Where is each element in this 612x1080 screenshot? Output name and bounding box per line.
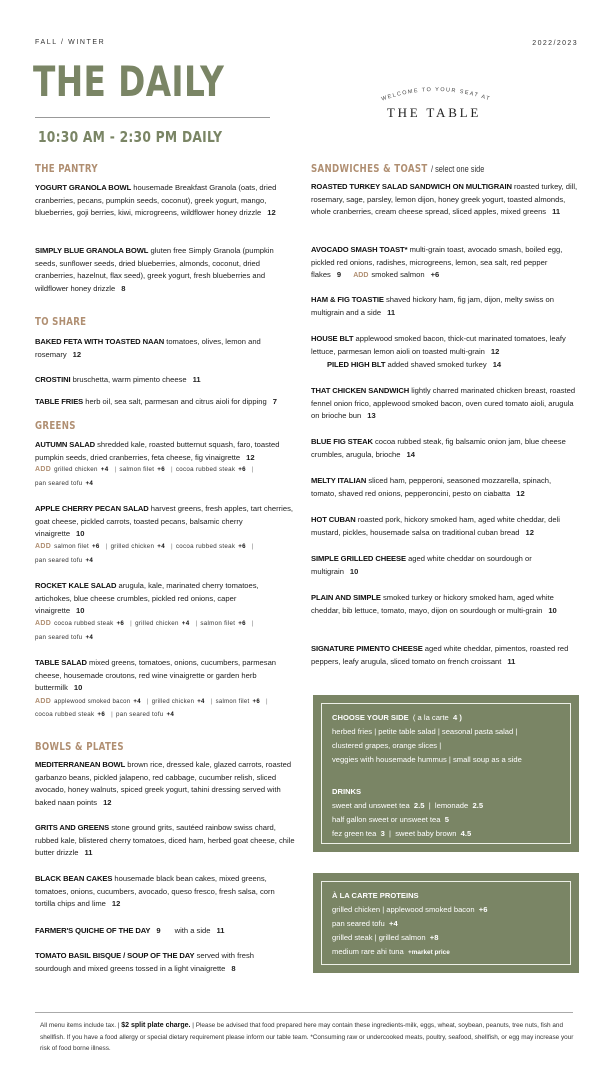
venue-name: THE TABLE	[386, 105, 482, 120]
add-on-row: pan seared tofu +4	[35, 480, 94, 487]
protein-line: medium rare ahi tuna +market price	[332, 947, 450, 956]
menu-item: PLAIN AND SIMPLE smoked turkey or hickory smoked ham, aged white cheddar, bib lettuce, tomato, mayo, dijon on sourdough or multi-grain 10	[311, 593, 557, 615]
menu-item: BLACK BEAN CAKES housemade black bean cakes, mixed greens, tomatoes, onions, cucumbers, avocado, queso fresco, fresh salsa, corn tortilla chips and lime 12	[35, 874, 275, 909]
add-on-row: ADD salmon filet +6 | grilled chicken +4 | cocoa rubbed steak +6 |	[35, 543, 254, 550]
menu-title: THE DAILY	[33, 57, 225, 106]
drink-line: sweet and unsweet tea 2.5 | lemonade 2.5	[332, 801, 484, 810]
protein-line: grilled steak | grilled salmon +8	[332, 933, 439, 942]
hours-label: 10:30 AM - 2:30 PM DAILY	[38, 128, 223, 146]
menu-item: CROSTINI bruschetta, warm pimento cheese 11	[35, 375, 201, 384]
side-options: herbed fries | petite table salad | seasonal pasta salad |	[332, 727, 518, 736]
menu-item: MEDITERRANEAN BOWL brown rice, dressed kale, glazed carrots, roasted garbanzo beans, pickled jalapeno, red cabbage, cucumber relish, sliced avocado, honey walnuts, spiced greek yogurt, tahini dressing served with baked naan points 12	[35, 760, 292, 807]
menu-item: HOT CUBAN roasted pork, hickory smoked ham, aged white cheddar, deli mustard, pickles, housemade salsa on traditional cuban bread 12	[311, 515, 560, 537]
add-on-row: cocoa rubbed steak +6 | pan seared tofu +4	[35, 711, 175, 718]
welcome-arc	[378, 80, 494, 102]
section-share-heading: TO SHARE	[35, 316, 87, 328]
footer-disclaimer: All menu items include tax. | $2 split plate charge. | Please be advised that food prepared here may contain these ingredients-milk, eggs, wheat, soybean, peanuts, tree nuts, fish and shellfish. If you have a food allergy or special dietary requirement please inform our table team. *Consuming raw or undercooked meats, poultry, seafood, shellfish, or egg may increase your risk of food borne illness.	[40, 1022, 574, 1053]
menu-item: HOUSE BLT applewood smoked bacon, thick-cut marinated tomatoes, leafy lettuce, parmesan lemon aioli on toasted multi-grain 12	[311, 334, 566, 356]
svg-text:WELCOME TO YOUR SEAT AT	[381, 87, 492, 102]
section-greens-heading: GREENS	[35, 420, 76, 432]
footer-divider	[35, 1012, 573, 1013]
add-on-row: ADD cocoa rubbed steak +6 | grilled chicken +4 | salmon filet +6 |	[35, 620, 254, 627]
menu-item: SIMPLE GRILLED CHEESE aged white cheddar on sourdough or multigrain 10	[311, 554, 532, 576]
side-options: veggies with housemade hummus | small soup as a side	[332, 755, 522, 764]
protein-line: pan seared tofu +4	[332, 919, 398, 928]
season-label: FALL / WINTER	[35, 39, 106, 46]
proteins-box	[313, 873, 579, 973]
welcome-text: WELCOME TO YOUR SEAT AT	[380, 86, 492, 102]
menu-item: THAT CHICKEN SANDWICH lightly charred marinated chicken breast, roasted fennel onion frico, applewood smoked bacon, oven cured tomato aioli, arugula on brioche bun 13	[311, 386, 576, 421]
menu-item: BLUE FIG STEAK cocoa rubbed steak, fig balsamic onion jam, blue cheese crumbles, arugula, brioche 14	[311, 437, 566, 459]
menu-item: ROASTED TURKEY SALAD SANDWICH ON MULTIGRAIN roasted turkey, dill, rosemary, sage, parsley, lemon dijon, honey greek yogurt, toasted almonds, whole cranberries, cream cheese spread, sliced apples, mixed greens 11	[311, 182, 578, 217]
menu-item: AUTUMN SALAD shredded kale, roasted butternut squash, faro, toasted pumpkin seeds, dried cranberries, feta cheese, fig vinaigrette 12	[35, 440, 280, 462]
add-on-row: ADD applewood smoked bacon +4 | grilled chicken +4 | salmon filet +6 |	[35, 698, 268, 705]
protein-line: grilled chicken | applewood smoked bacon +6	[332, 905, 488, 914]
menu-item: PILED HIGH BLT added shaved smoked turkey 14	[327, 360, 502, 369]
drink-line: half gallon sweet or unsweet tea 5	[332, 815, 449, 824]
proteins-title: À LA CARTE PROTEINS	[332, 891, 419, 900]
drinks-title: DRINKS	[332, 787, 362, 796]
menu-item: APPLE CHERRY PECAN SALAD harvest greens, fresh apples, tart cherries, goat cheese, pickled carrots, toasted pecans, balsamic cherry vinaigrette 10	[35, 504, 293, 539]
add-on-row: pan seared tofu +4	[35, 557, 94, 564]
menu-item: BAKED FETA WITH TOASTED NAAN tomatoes, olives, lemon and rosemary 12	[35, 337, 261, 359]
menu-item: MELTY ITALIAN sliced ham, pepperoni, seasoned mozzarella, spinach, tomato, shaved red onions, pepperoncini, pesto on ciabatta 12	[311, 476, 552, 498]
add-on-row: ADD grilled chicken +4 | salmon filet +6 | cocoa rubbed steak +6 |	[35, 466, 254, 473]
side-options: clustered grapes, orange slices |	[332, 741, 442, 750]
section-sandwiches-heading: SANDWICHES & TOAST / select one side	[311, 163, 485, 175]
section-pantry-heading: THE PANTRY	[35, 163, 98, 175]
add-on-row: pan seared tofu +4	[35, 634, 94, 641]
choose-side-title: CHOOSE YOUR SIDE ( a la carte 4 )	[332, 713, 462, 722]
menu-item: YOGURT GRANOLA BOWL housemade Breakfast Granola (oats, dried cranberries, pecans, pumpkin seeds, coconut), greek yogurt, mango, blueberries, goji berries, kiwi, microgreens, wildflower honey drizzle 12	[35, 183, 277, 218]
menu-item: TABLE SALAD mixed greens, tomatoes, onions, cucumbers, parmesan cheese, housemade croutons, red wine vinaigrette or garden herb buttermilk 10	[35, 658, 277, 693]
menu-item: AVOCADO SMASH TOAST* multi-grain toast, avocado smash, boiled egg, pickled red onions, radishes, microgreens, lemon, sea salt, red pepper flakes 9 ADD smoked salmon +6	[311, 245, 563, 280]
menu-item: TABLE FRIES herb oil, sea salt, parmesan and citrus aioli for dipping 7	[35, 397, 277, 406]
sides-drinks-box	[313, 695, 579, 852]
menu-item: FARMER'S QUICHE OF THE DAY 9 with a side 11	[35, 926, 225, 935]
menu-item: ROCKET KALE SALAD arugula, kale, marinated cherry tomatoes, artichokes, blue cheese crumbles, pickled red onions, caper vinaigrette 10	[35, 581, 259, 616]
menu-item: HAM & FIG TOASTIE shaved hickory ham, fig jam, dijon, melty swiss on multigrain and a side 11	[311, 295, 554, 317]
menu-item: GRITS AND GREENS stone ground grits, sautéed rainbow swiss chard, rubbed kale, blistered cherry tomatoes, diced ham, herbed goat cheese, chile butter drizzle 11	[35, 823, 295, 858]
menu-item: SIGNATURE PIMENTO CHEESE aged white cheddar, pimentos, roasted red peppers, leafy arugula, sliced tomato on french croissant 11	[311, 644, 569, 666]
menu-item: SIMPLY BLUE GRANOLA BOWL gluten free Simply Granola (pumpkin seeds, sunflower seeds, dried blueberries, almonds, coconut, dried cranberries, hazelnut, flax seed), greek yogurt, fresh blueberries and wildflower honey drizzle 8	[35, 246, 274, 293]
drink-line: fez green tea 3 | sweet baby brown 4.5	[332, 829, 472, 838]
year-label: 2022/2023	[532, 40, 578, 47]
title-divider	[35, 117, 270, 118]
menu-item: TOMATO BASIL BISQUE / SOUP OF THE DAY served with fresh sourdough and mixed greens tossed in a light vinaigrette 8	[35, 951, 254, 973]
section-bowls-heading: BOWLS & PLATES	[35, 741, 124, 753]
